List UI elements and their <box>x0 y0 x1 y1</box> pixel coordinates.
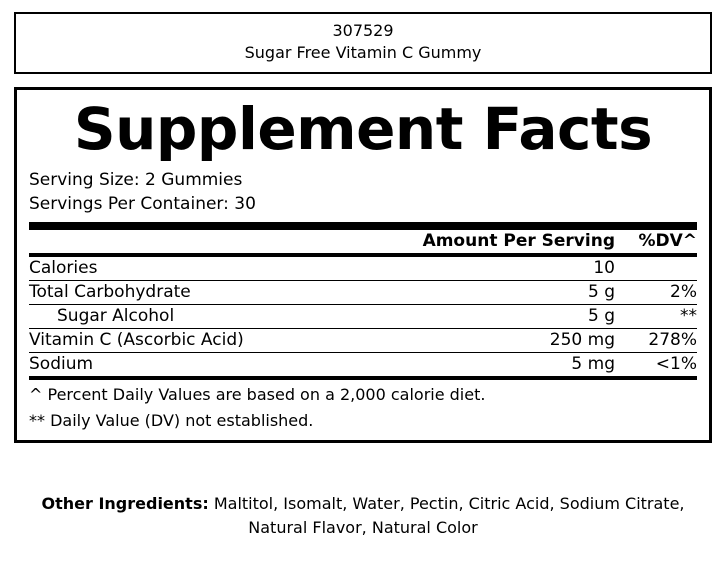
nutrient-name: Calories <box>29 258 98 278</box>
nutrient-amount: 250 mg <box>470 329 625 353</box>
divider-thick <box>29 222 697 230</box>
table-row <box>29 305 697 329</box>
other-ingredients-label: Other Ingredients: <box>41 494 209 513</box>
nutrient-name: Sugar Alcohol <box>29 305 470 329</box>
table-header-row <box>29 230 697 253</box>
product-header-box <box>14 12 712 74</box>
supplement-facts-panel <box>14 87 712 443</box>
header-daily-value: %DV^ <box>638 231 697 251</box>
table-row <box>29 329 697 353</box>
table-row <box>29 353 697 377</box>
footnote-daily-value: ^ Percent Daily Values are based on a 2,000 calorie diet. <box>29 385 486 404</box>
nutrient-name: Total Carbohydrate <box>29 281 470 305</box>
nutrient-amount: 5 g <box>470 281 625 305</box>
panel-title: Supplement Facts <box>73 95 653 163</box>
nutrient-amount: 5 mg <box>470 353 625 377</box>
serving-size: Serving Size: 2 Gummies <box>29 170 243 190</box>
other-ingredients-text: Maltitol, Isomalt, Water, Pectin, Citric Acid, Sodium Citrate, Natural Flavor, Natural Color <box>208 494 685 537</box>
nutrient-amount: 10 <box>593 258 615 278</box>
nutrient-rows <box>29 257 697 376</box>
nutrient-dv: 278% <box>625 329 697 353</box>
other-ingredients <box>24 492 702 540</box>
nutrient-dv: 2% <box>625 281 697 305</box>
servings-per-container: Servings Per Container: 30 <box>29 194 256 214</box>
nutrient-name: Sodium <box>29 353 470 377</box>
nutrient-dv: <1% <box>625 353 697 377</box>
nutrient-dv: ** <box>625 305 697 329</box>
footnote-dv-not-established: ** Daily Value (DV) not established. <box>29 411 314 430</box>
table-row <box>29 257 697 281</box>
header-amount-per-serving: Amount Per Serving <box>422 231 615 251</box>
nutrient-dv <box>625 257 697 281</box>
product-name: Sugar Free Vitamin C Gummy <box>244 43 482 62</box>
table-row <box>29 281 697 305</box>
product-code: 307529 <box>332 21 394 40</box>
nutrient-amount: 5 g <box>470 305 625 329</box>
nutrition-table <box>29 230 697 253</box>
nutrient-name: Vitamin C (Ascorbic Acid) <box>29 329 470 353</box>
